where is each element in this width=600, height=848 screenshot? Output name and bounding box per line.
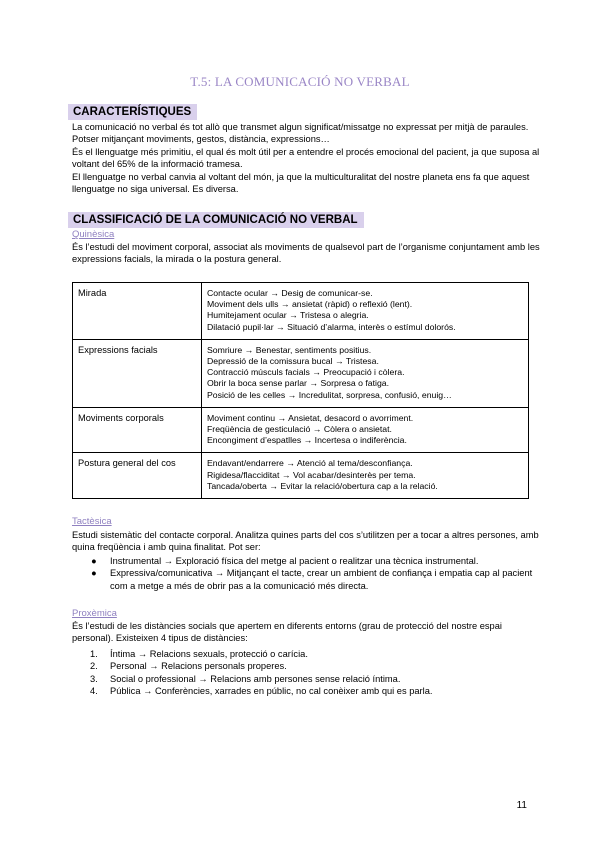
document-title: T.5: LA COMUNICACIÓ NO VERBAL: [190, 74, 410, 89]
subheading-tactesica: Tactèsica: [72, 516, 112, 527]
list-item-text: Social o professional → Relacions amb persones sense relació íntima.: [110, 673, 401, 684]
table-cell-line: Tancada/oberta → Evitar la relació/obertura cap a la relació.: [207, 480, 438, 491]
page-number: 11: [516, 800, 527, 811]
table-cell-line: Somriure → Benestar, sentiments positius.: [207, 344, 372, 355]
list-item: [72, 660, 542, 672]
table-cell-line: Obrir la boca sense parlar → Sorpresa o fatiga.: [207, 378, 390, 389]
table-row: [73, 407, 529, 453]
table-row: [73, 339, 529, 407]
paragraph: El llenguatge no verbal canvia al voltant del món, ja que la multiculturalitat del nostre planeta ens fa que aquest llenguatge no siga universal. Es diversa.: [72, 171, 530, 195]
table-cell-line: Rigidesa/flacciditat → Vol acabar/desinterès per tema.: [207, 469, 416, 480]
section-heading-caracteristiques: CARACTERÍSTIQUES: [68, 104, 197, 120]
table-category-cell: Expressions facials: [73, 339, 202, 407]
list-item-text: Expressiva/comunicativa → Mitjançant el tacte, crear un ambient de confiança i empatia cap al pacient com a metge a més de obrir pas a la comunicació més directa.: [110, 568, 533, 591]
list-item: [72, 555, 542, 567]
bullet-icon: ●: [91, 568, 97, 579]
list-item-text: Pública → Conferències, xarrades en públic, no cal conèixer amb qui es parla.: [110, 686, 433, 697]
table-cell-line: Moviment dels ulls → ansietat (ràpid) o reflexió (lent).: [207, 299, 413, 310]
table-cell-line: Humitejament ocular → Tristesa o alegria.: [207, 310, 369, 321]
table-cell-line: Depressió de la comissura bucal → Tristesa.: [207, 356, 379, 367]
table-cell-line: Moviment continu → Ansietat, desacord o avorriment.: [207, 412, 414, 423]
quinesica-text: És l’estudi del moviment corporal, associat als moviments de qualsevol part de l’organisme conjuntament amb les expressions facials, la mirada o la postura general.: [72, 242, 540, 265]
table-category-cell: Postura general del cos: [73, 453, 202, 499]
list-number: 1.: [90, 649, 98, 659]
table-row: [73, 453, 529, 499]
table-cell-line: Dilatació pupil·lar → Situació d’alarma, interès o estímul dolorós.: [207, 321, 456, 332]
list-item-text: Instrumental → Exploració física del metge al pacient o realitzar una tècnica instrumental.: [110, 556, 479, 566]
paragraph: La comunicació no verbal és tot allò que transmet algun significat/missatge no expressat per mitjà de paraules. Potser mitjançant moviments, gestos, distància, expressions…: [72, 122, 529, 145]
tactesica-list: [72, 555, 542, 592]
list-number: 4.: [90, 686, 98, 697]
subheading-proxemica: Proxèmica: [72, 608, 117, 619]
subheading-quinesica: Quinèsica: [72, 229, 115, 240]
table-cell-line: Encongiment d’espatlles → Incertesa o indiferència.: [207, 435, 407, 446]
table-row: [73, 283, 529, 340]
table-cell-line: Endavant/endarrere → Atenció al tema/desconfiança.: [207, 458, 413, 469]
tactesica-text: Estudi sistemàtic del contacte corporal. Analitza quines parts del cos s’utilitzen per a tocar a altres persones, amb quina freqüència i amb quina finalitat. Pot ser:: [72, 530, 539, 553]
proxemica-text: És l’estudi de les distàncies socials que apertem en diferents entorns (grau de protecció del nostre espai personal). Existeixen 4 tipus de distàncies:: [72, 621, 502, 644]
list-item-text: Íntima → Relacions sexuals, protecció o carícia.: [110, 649, 308, 659]
table-cell-line: Freqüència de gesticulació → Còlera o ansietat.: [207, 424, 392, 435]
quinesica-table: [72, 282, 529, 499]
caracteristiques-text: [72, 121, 542, 195]
table-description-cell: [202, 407, 529, 453]
section-heading-classificacio: CLASSIFICACIÓ DE LA COMUNICACIÓ NO VERBAL: [68, 212, 364, 228]
table-description-cell: [202, 453, 529, 499]
table-description-cell: [202, 339, 529, 407]
paragraph: És el llenguatge més primitiu, el qual és molt útil per a entendre el procés emocional del pacient, ja que suposa al voltant del 65% de la informació tramesa.: [72, 146, 540, 170]
list-number: 3.: [90, 673, 98, 684]
list-item: [72, 567, 542, 592]
list-number: 2.: [90, 661, 98, 672]
table-category-cell: Moviments corporals: [73, 407, 202, 453]
table-cell-line: Contacte ocular → Desig de comunicar-se.: [207, 288, 373, 298]
list-item: [72, 648, 542, 660]
proxemica-list: [72, 648, 542, 698]
table-category-cell: Mirada: [73, 283, 202, 340]
bullet-icon: ●: [91, 556, 97, 566]
list-item-text: Personal → Relacions personals properes.: [110, 661, 287, 672]
table-description-cell: [202, 283, 529, 340]
table-cell-line: Posició de les celles → Incredulitat, sorpresa, confusió, enuig…: [207, 389, 452, 400]
list-item: [72, 685, 542, 697]
list-item: [72, 673, 542, 685]
table-cell-line: Contracció músculs facials → Preocupació i còlera.: [207, 367, 405, 378]
